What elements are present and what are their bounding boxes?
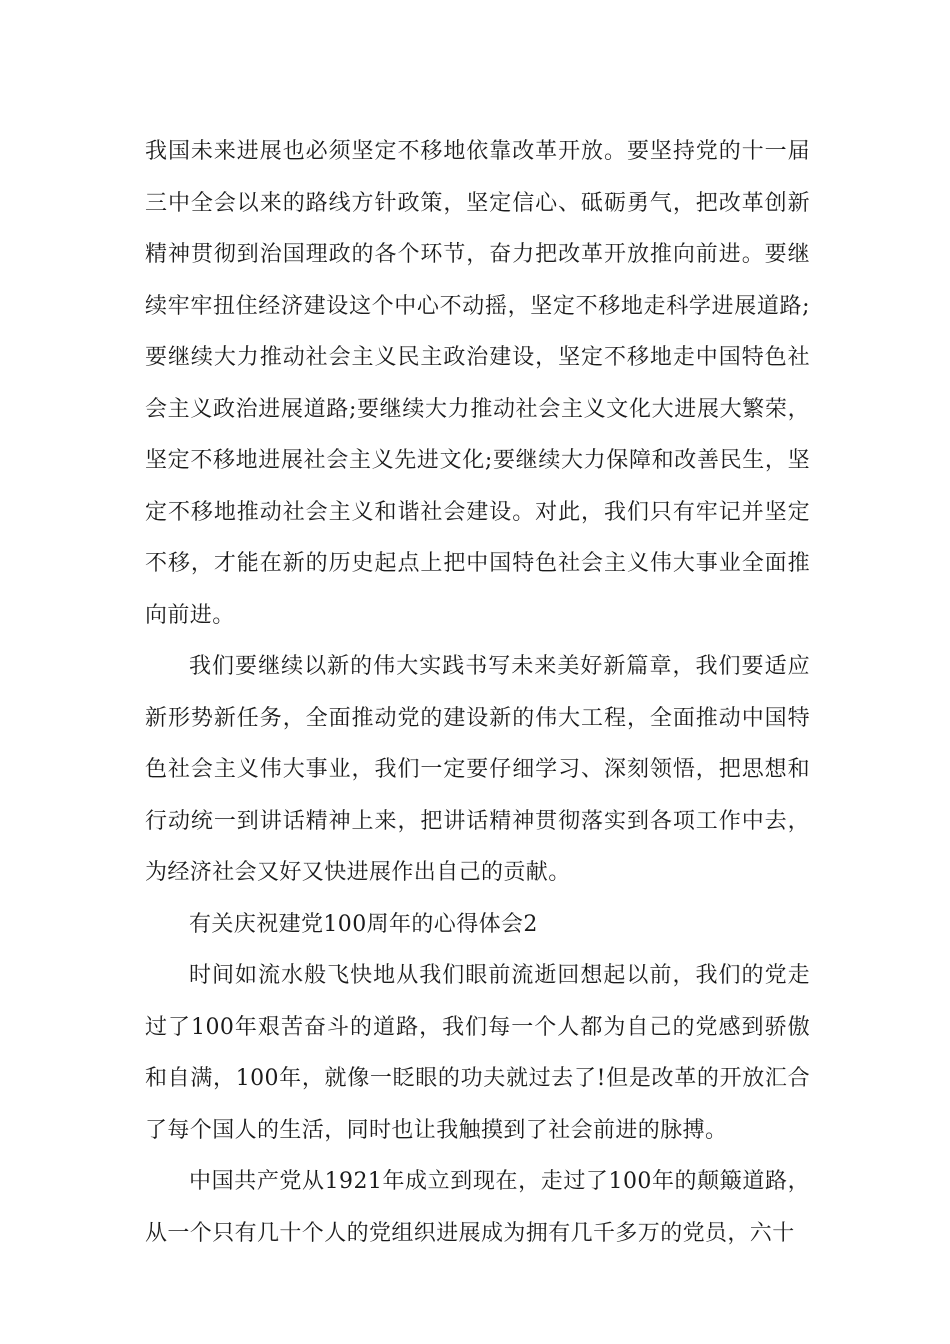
paragraph-new-chapter: 我们要继续以新的伟大实践书写未来美好新篇章，我们要适应新形势新任务，全面推动党的建设新的伟大工程，全面推动中国特色社会主义伟大事业，我们一定要仔细学习、深刻领悟，把思想和行动统一到讲话精神上来，把讲话精神贯彻落实到各项工作中去，为经济社会又好又快进展作出自己的贡献。 (145, 654, 810, 885)
document-body (145, 126, 810, 1259)
paragraph-party-history: 中国共产党从1921年成立到现在，走过了100年的颠簸道路，从一个只有几十个人的党组织进展成为拥有几千多万的党员，六十 (145, 1169, 810, 1246)
section-heading: 有关庆祝建党100周年的心得体会2 (189, 911, 538, 937)
paragraph-reform-opening: 我国未来进展也必须坚定不移地依靠改革开放。要坚持党的十一届三中全会以来的路线方针政策，坚定信心、砥砺勇气，把改革创新精神贯彻到治国理政的各个环节，奋力把改革开放推向前进。要继续牢牢扭住经济建设这个中心不动摇，坚定不移地走科学进展道路;要继续大力推动社会主义民主政治建设，坚定不移地走中国特色社会主义政治进展道路;要继续大力推动社会主义文化大进展大繁荣，坚定不移地进展社会主义先进文化;要继续大力保障和改善民生，坚定不移地推动社会主义和谐社会建设。对此，我们只有牢记并坚定不移，才能在新的历史起点上把中国特色社会主义伟大事业全面推向前进。 (145, 139, 810, 628)
paragraph-time-flows: 时间如流水般飞快地从我们眼前流逝回想起以前，我们的党走过了100年艰苦奋斗的道路，我们每一个人都为自己的党感到骄傲和自满，100年，就像一眨眼的功夫就过去了!但是改革的开放汇合了每个国人的生活，同时也让我触摸到了社会前进的脉搏。 (145, 963, 810, 1143)
